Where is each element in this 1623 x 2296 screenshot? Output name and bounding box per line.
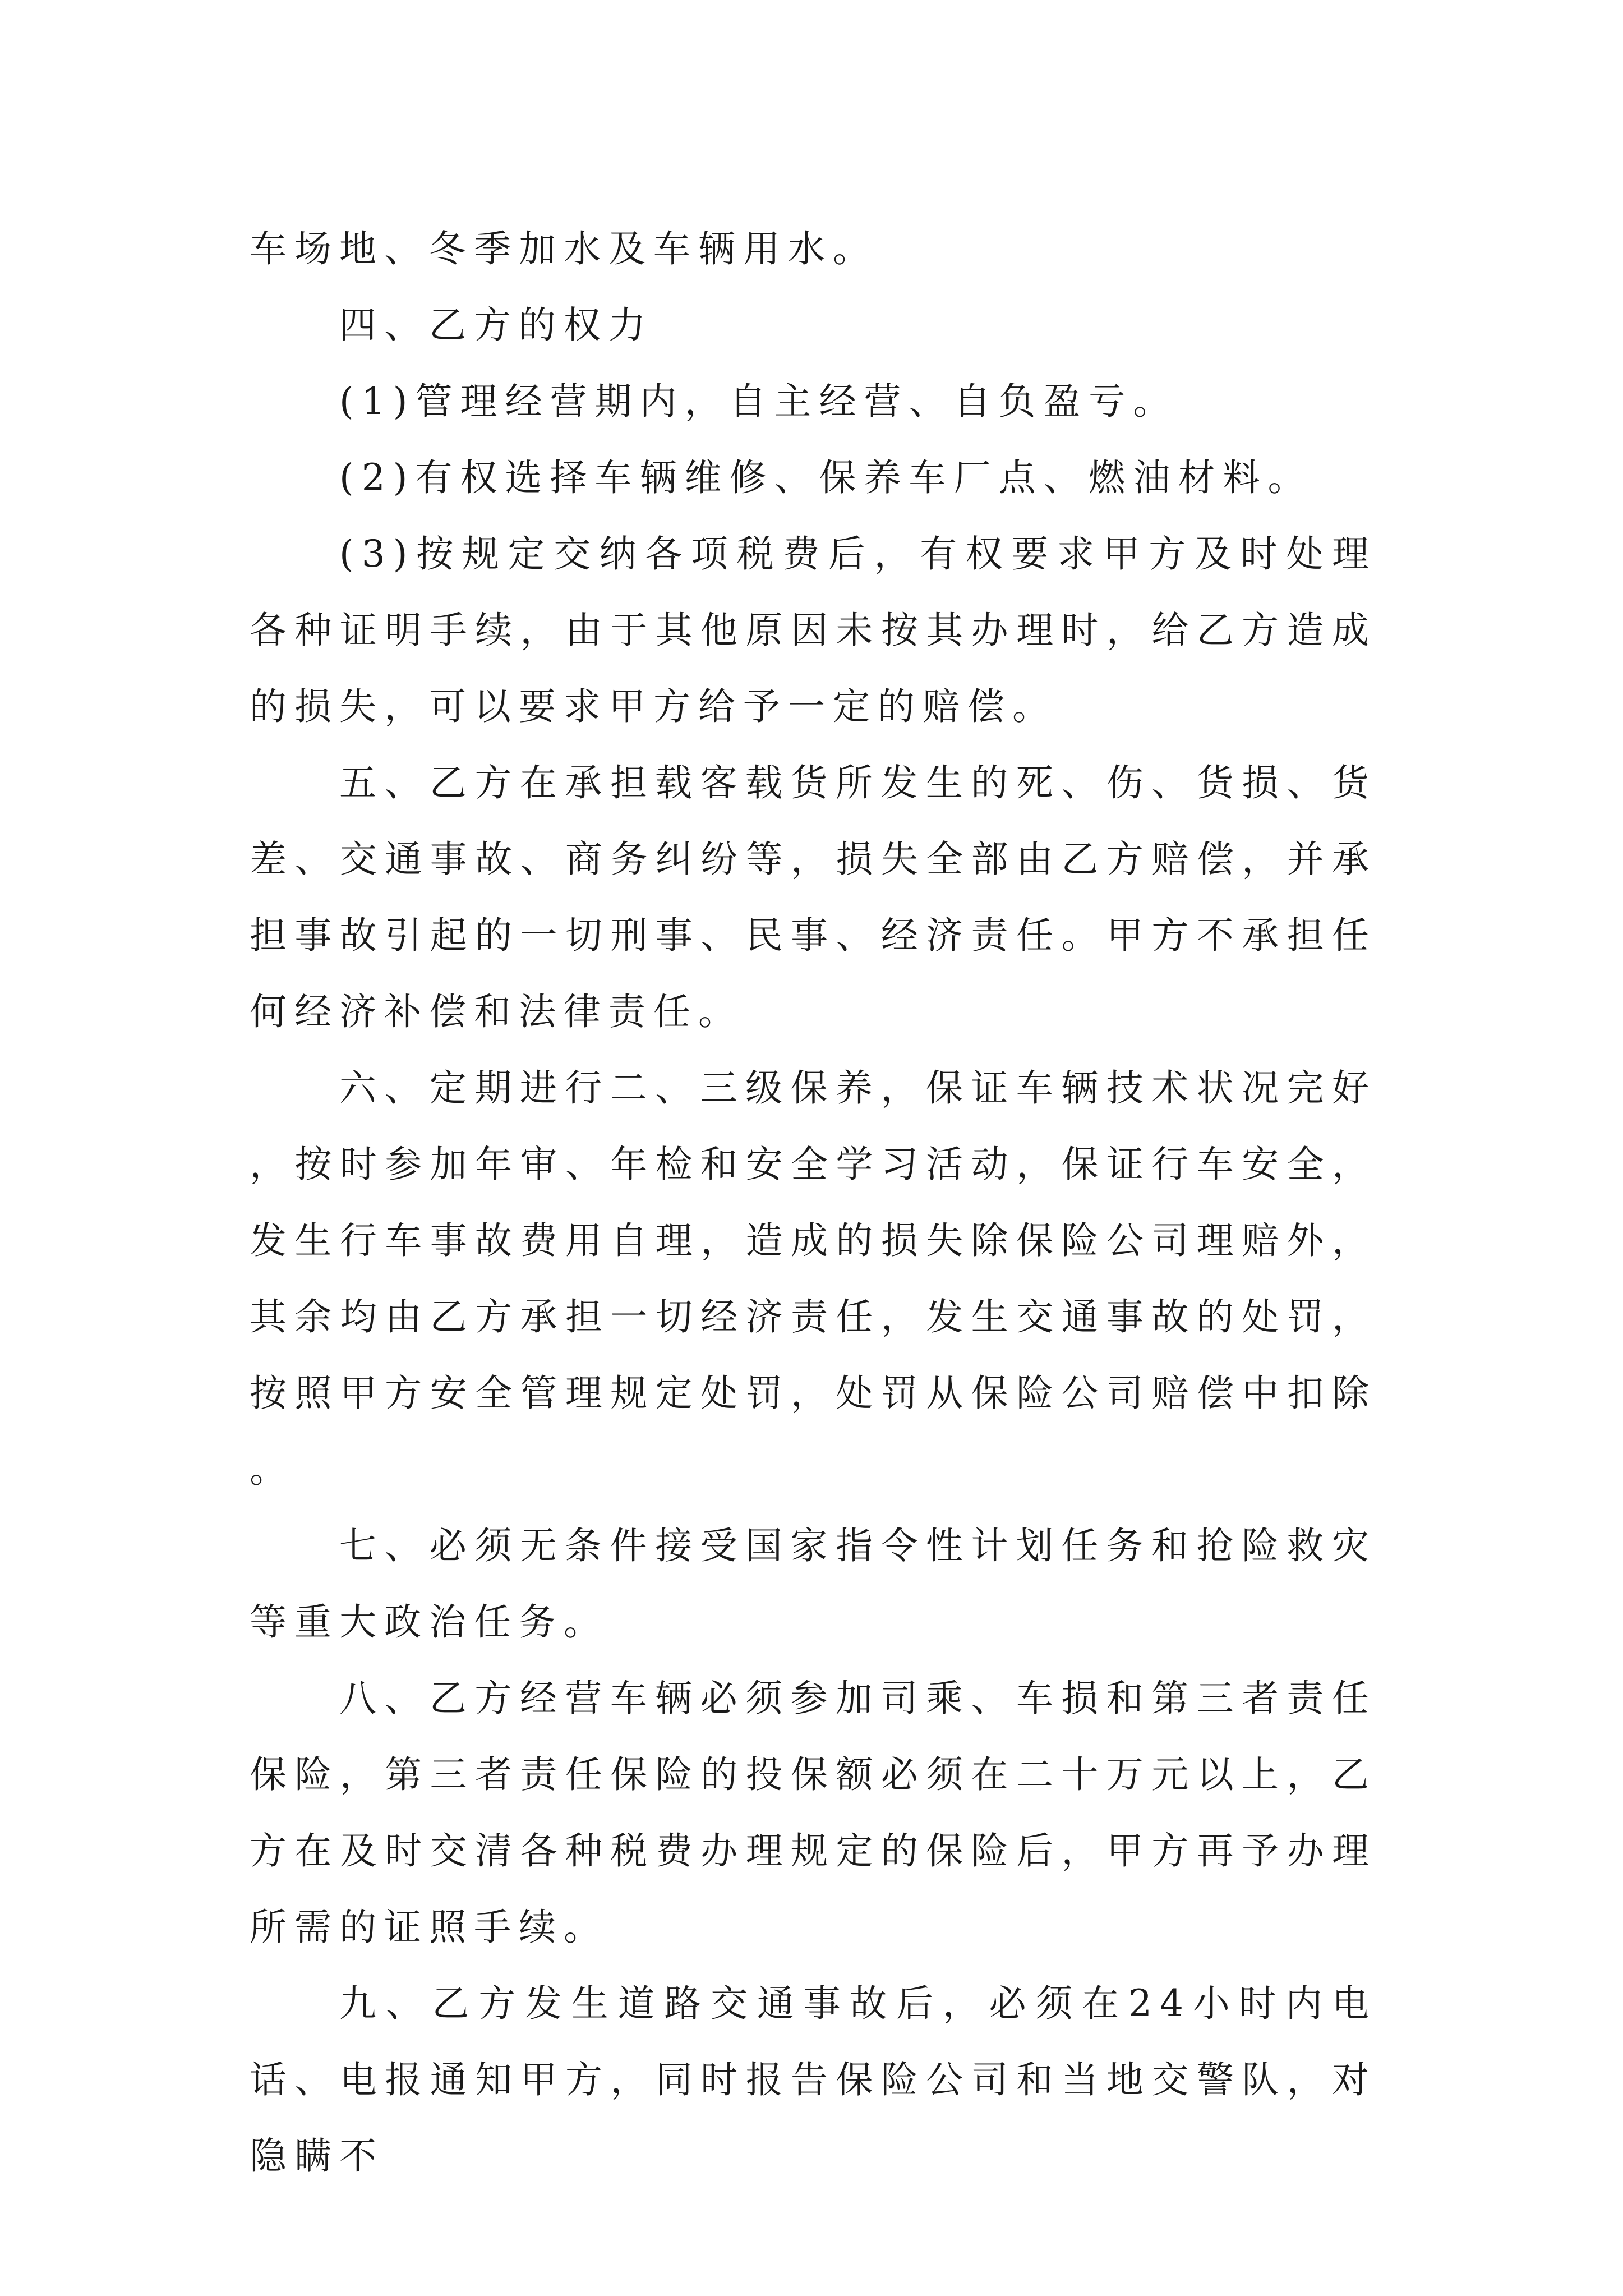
paragraph-right-2: (2)有权选择车辆维修、保养车厂点、燃油材料。	[339, 456, 1313, 499]
paragraph-section-9: 九、乙方发生道路交通事故后，必须在24小时内电话、电报通知甲方，同时报告保险公司和当地交警队，对隐瞒不	[250, 1982, 1377, 2178]
section-heading-party-b-rights: 四、乙方的权力	[339, 303, 653, 347]
paragraph-section-7: 七、必须无条件接受国家指令性计划任务和抢险救灾等重大政治任务。	[250, 1524, 1377, 1644]
paragraph-right-3: (3)按规定交纳各项税费后，有权要求甲方及时处理各种证明手续，由于其他原因未按其办理时，给乙方造成的损失，可以要求甲方给予一定的赔偿。	[250, 532, 1377, 728]
contract-body	[250, 211, 1377, 2194]
paragraph-right-1: (1)管理经营期内，自主经营、自负盈亏。	[339, 380, 1178, 423]
paragraph-section-5: 五、乙方在承担载客载货所发生的死、伤、货损、货差、交通事故、商务纠纷等，损失全部由乙方赔偿，并承担事故引起的一切刑事、民事、经济责任。甲方不承担任何经济补偿和法律责任。	[250, 761, 1377, 1033]
paragraph-section-6: 六、定期进行二、三级保养，保证车辆技术状况完好，按时参加年审、年检和安全学习活动，保证行车安全，发生行车事故费用自理，造成的损失除保险公司理赔外，其余均由乙方承担一切经济责任，发生交通事故的处罚，按照甲方安全管理规定处罚，处罚从保险公司赔偿中扣除。	[250, 1066, 1377, 1491]
paragraph-continuation: 车场地、冬季加水及车辆用水。	[250, 227, 878, 270]
paragraph-section-8: 八、乙方经营车辆必须参加司乘、车损和第三者责任保险，第三者责任保险的投保额必须在二十万元以上，乙方在及时交清各种税费办理规定的保险后，甲方再予办理所需的证照手续。	[250, 1677, 1377, 1949]
